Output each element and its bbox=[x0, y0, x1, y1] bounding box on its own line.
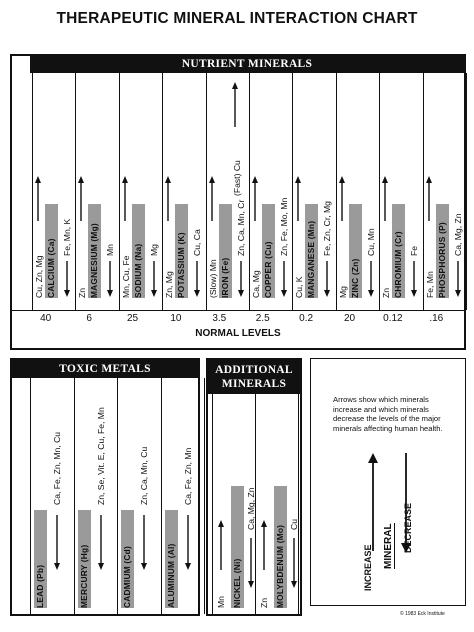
increase-arrow-icon bbox=[34, 176, 42, 221]
decreases-list: Mn bbox=[105, 244, 116, 256]
normal-level-value: 0.2 bbox=[299, 313, 314, 324]
decreases-list: Zn, Ca, Mn, Cr bbox=[235, 199, 246, 256]
decrease-arrow-icon bbox=[53, 515, 61, 570]
decreases-list: Ca, Mg, Zn bbox=[246, 487, 256, 530]
page-title: THERAPEUTIC MINERAL INTERACTION CHART bbox=[56, 10, 418, 27]
increase-arrow-icon bbox=[77, 176, 85, 221]
mineral-name: IRON (Fe) bbox=[219, 257, 230, 298]
decreases-list: Fe bbox=[409, 245, 420, 256]
normal-level-value: 3.5 bbox=[212, 313, 227, 324]
legend-text: Arrows show which minerals increase and which minerals decrease the levels of the major minerals affecting human health. bbox=[333, 395, 443, 433]
column-divider bbox=[30, 378, 31, 614]
decrease-arrow-icon bbox=[63, 261, 71, 297]
decrease-arrow-icon bbox=[410, 261, 418, 297]
additional-minerals-heading bbox=[208, 360, 300, 394]
increase-arrow-icon bbox=[164, 176, 172, 221]
column-divider bbox=[336, 73, 337, 310]
decreases-list: Zn, Ca, Mn, Cu bbox=[139, 446, 149, 505]
toxic-metal-name: CADMIUM (Cd) bbox=[122, 546, 132, 608]
increase-arrow-icon bbox=[381, 176, 389, 221]
column-divider bbox=[117, 378, 118, 614]
increase-arrow-icon bbox=[366, 453, 380, 553]
mineral-name: COPPER (Cu) bbox=[263, 241, 273, 298]
decrease-arrow-icon bbox=[323, 261, 331, 297]
increase-arrow-icon bbox=[208, 176, 216, 221]
decrease-arrow-icon bbox=[184, 515, 192, 570]
toxic-metal-name: MERCURY (Hg) bbox=[78, 544, 89, 608]
increase-arrow-icon bbox=[121, 176, 129, 221]
decreases-list: Ca, Fe, Zn, Mn bbox=[182, 447, 193, 505]
increases-list: (Fast) Cu bbox=[231, 160, 242, 196]
normal-level-value: 10 bbox=[170, 313, 182, 324]
increase-arrow-icon bbox=[260, 520, 268, 570]
increases-list: Cu, Zn, Mg bbox=[34, 255, 44, 298]
decrease-arrow-icon bbox=[247, 538, 255, 588]
mineral-name: PHOSPHORUS (P) bbox=[436, 222, 447, 298]
column-divider bbox=[204, 378, 205, 614]
additional-minerals-panel bbox=[206, 358, 302, 616]
normal-level-value: 25 bbox=[126, 313, 139, 324]
decreases-list: Mg bbox=[148, 244, 159, 256]
increase-arrow-icon bbox=[425, 176, 433, 221]
increases-list: Zn bbox=[259, 597, 269, 608]
increase-arrow-icon bbox=[294, 176, 302, 221]
increases-list: Mn, Cu, Fe bbox=[120, 255, 131, 298]
increases-list: Zn bbox=[77, 287, 88, 298]
increases-list: Mg bbox=[337, 286, 348, 298]
increase-label: INCREASE bbox=[363, 544, 373, 591]
additional-mineral-name: NICKEL (Ni) bbox=[232, 558, 242, 608]
decreases-list: Zn, Fe, Mo, Mn bbox=[279, 197, 289, 256]
decreases-list: Ca, Mg, Zn bbox=[452, 213, 463, 256]
decrease-arrow-icon bbox=[97, 515, 105, 570]
column-divider bbox=[298, 394, 299, 614]
increases-list: Zn bbox=[381, 287, 392, 298]
column-divider bbox=[75, 73, 76, 310]
column-divider bbox=[466, 73, 467, 310]
increases-list: (Slow) Mn bbox=[207, 259, 218, 298]
mineral-label: MINERAL bbox=[383, 523, 394, 569]
decrease-arrow-icon bbox=[454, 261, 462, 297]
increases-list: Mn bbox=[216, 596, 226, 608]
decrease-arrow-icon bbox=[280, 261, 288, 297]
copyright-credit: © 1983 Eck Institute bbox=[400, 611, 445, 617]
increase-arrow-icon bbox=[338, 176, 346, 221]
legend-panel bbox=[310, 358, 466, 606]
mineral-name: MANGANESE (Mn) bbox=[306, 220, 317, 298]
toxic-metals-heading: TOXIC METALS bbox=[12, 360, 198, 378]
decrease-arrow-icon bbox=[290, 538, 298, 588]
column-divider bbox=[249, 73, 250, 310]
decrease-arrow-icon bbox=[367, 261, 375, 297]
decreases-list: Fe, Zn, Cr, Mg bbox=[322, 201, 333, 256]
column-divider bbox=[161, 378, 162, 614]
increases-list: Fe, Mn bbox=[424, 271, 435, 298]
column-divider bbox=[212, 394, 213, 614]
decrease-arrow-icon bbox=[237, 261, 245, 297]
toxic-metals-panel bbox=[10, 358, 200, 616]
column-divider bbox=[119, 73, 120, 310]
toxic-metal-name: ALUMINUM (Al) bbox=[165, 543, 176, 608]
levels-divider bbox=[12, 310, 464, 311]
normal-level-value: .16 bbox=[429, 313, 444, 324]
nutrient-minerals-heading: NUTRIENT MINERALS bbox=[30, 56, 464, 73]
normal-level-value: 20 bbox=[343, 313, 356, 324]
decreases-list: Zn, Se, Vit. E, Cu, Fe, Mn bbox=[95, 407, 106, 505]
normal-levels-label: NORMAL LEVELS bbox=[195, 328, 281, 339]
increases-list: Ca, Mg bbox=[251, 270, 261, 298]
decrease-arrow-icon bbox=[140, 515, 148, 570]
normal-level-value: 6 bbox=[86, 313, 92, 324]
additional-mineral-name: MOLYBDENUM (Mo) bbox=[275, 524, 285, 608]
decreases-list: Fe, Mn, K bbox=[62, 218, 72, 256]
decrease-arrow-icon bbox=[193, 261, 201, 297]
toxic-metal-name: LEAD (Pb) bbox=[35, 564, 45, 608]
decrease-arrow-icon bbox=[106, 261, 114, 297]
additional-heading-line2: MINERALS bbox=[221, 378, 287, 390]
increase-arrow-icon bbox=[231, 82, 239, 127]
normal-level-value: 40 bbox=[40, 313, 52, 324]
column-divider bbox=[206, 73, 207, 310]
decreases-list: Cu, Mn bbox=[365, 228, 376, 256]
mineral-name: CHROMIUM (Cr) bbox=[393, 231, 404, 298]
increase-arrow-icon bbox=[217, 520, 225, 570]
decrease-arrow-icon bbox=[150, 261, 158, 297]
decreases-list: Ca, Fe, Zn, Mn, Cu bbox=[52, 431, 62, 505]
additional-heading-line1: ADDITIONAL bbox=[215, 364, 293, 376]
decreases-list: Cu bbox=[289, 519, 299, 530]
increases-list: Zn, Mg bbox=[164, 271, 175, 298]
mineral-name: ZINC (Zn) bbox=[349, 258, 360, 298]
increases-list: Cu, K bbox=[294, 276, 305, 298]
column-divider bbox=[379, 73, 380, 310]
column-divider bbox=[292, 73, 293, 310]
decreases-list: Cu, Ca bbox=[192, 229, 203, 256]
normal-level-value: 0.12 bbox=[383, 313, 403, 324]
mineral-name: MAGNESIUM (Mg) bbox=[89, 223, 100, 298]
column-divider bbox=[32, 73, 33, 310]
mineral-name: CALCIUM (Ca) bbox=[46, 238, 56, 298]
column-divider bbox=[423, 73, 424, 310]
increase-arrow-icon bbox=[251, 176, 259, 221]
nutrient-minerals-panel bbox=[10, 54, 466, 350]
mineral-name: POTASSIUM (K) bbox=[176, 232, 187, 298]
normal-level-value: 2.5 bbox=[255, 313, 270, 324]
column-divider bbox=[74, 378, 75, 614]
decrease-label: DECREASE bbox=[403, 502, 413, 553]
mineral-name: SODIUM (Na) bbox=[132, 243, 143, 298]
